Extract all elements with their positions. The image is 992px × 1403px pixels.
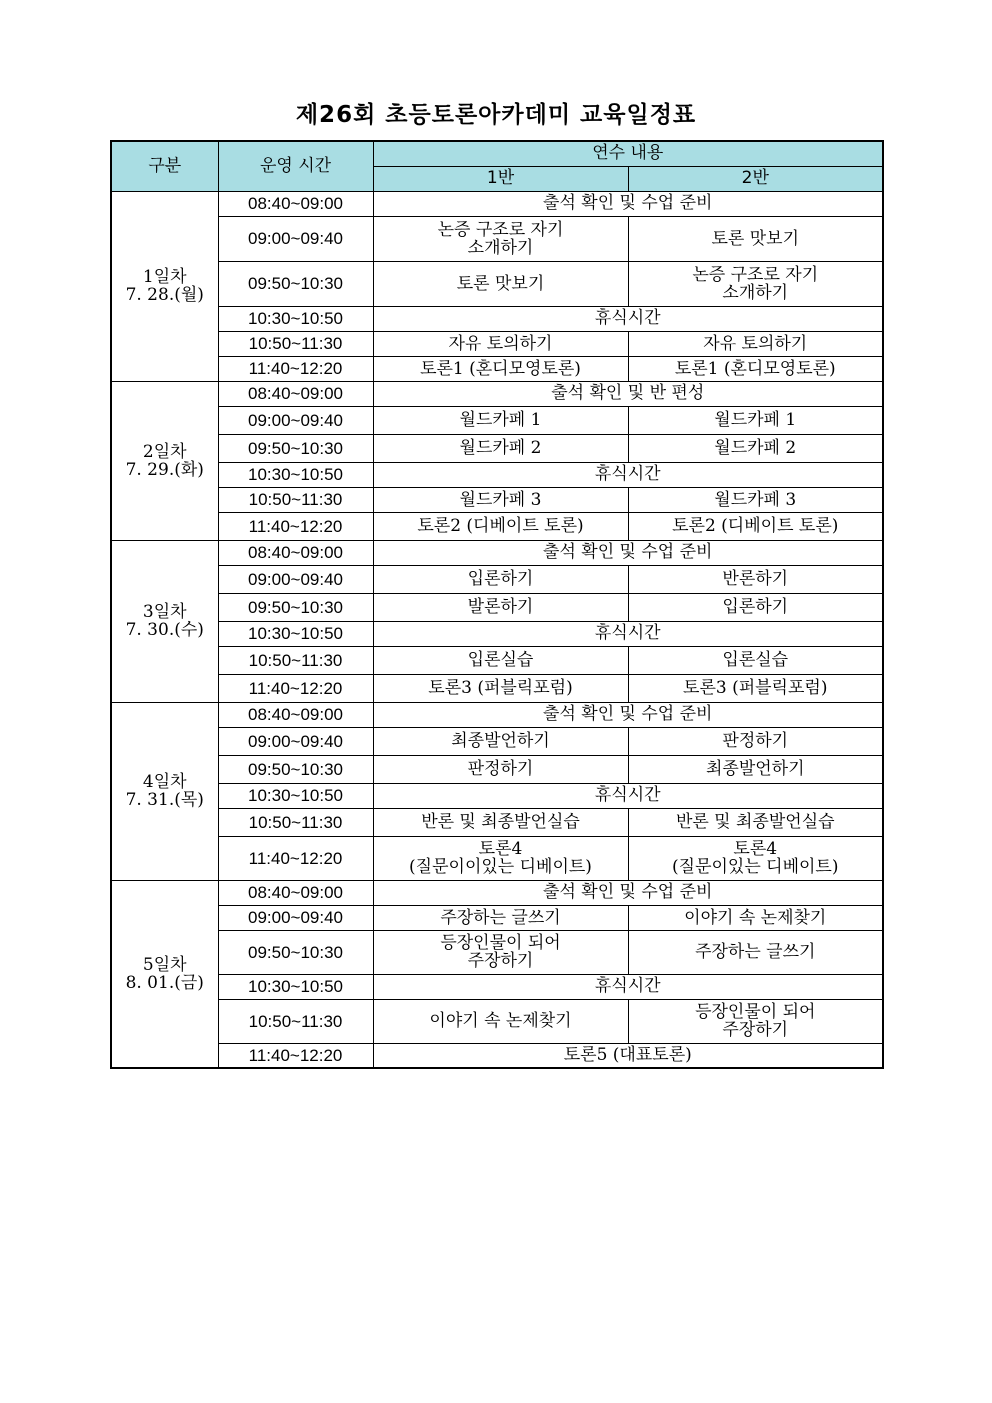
merged-content-cell: 출석 확인 및 수업 준비 xyxy=(373,191,883,216)
class2-content-text: 판정하기 xyxy=(722,731,789,751)
class1-content-text: 월드카페 3 xyxy=(459,489,542,510)
class1-content-text: 토론3 (퍼블릭포럼) xyxy=(428,678,573,698)
class1-content-cell xyxy=(373,999,628,1043)
day-label: 4일차 xyxy=(142,772,187,792)
day-date: 7. 29.(화) xyxy=(125,459,204,480)
schedule-row xyxy=(111,755,883,783)
class1-content-cell xyxy=(373,261,628,306)
merged-content-cell: 휴식시간 xyxy=(373,621,883,646)
class1-content-cell xyxy=(373,434,628,462)
class2-content-text: 토론3 (퍼블릭포럼) xyxy=(683,678,828,698)
class2-content-cell xyxy=(628,487,883,512)
schedule-row xyxy=(111,783,883,808)
merged-content-cell: 휴식시간 xyxy=(373,462,883,487)
class2-content-text: 최종발언하기 xyxy=(705,759,805,779)
time-cell: 09:00~09:40 xyxy=(218,406,373,434)
time-cell: 09:50~10:30 xyxy=(218,755,373,783)
time-cell: 10:30~10:50 xyxy=(218,783,373,808)
class1-content-text: 주장하는 글쓰기 xyxy=(440,907,561,928)
class1-content-cell xyxy=(373,674,628,702)
class2-content-cell xyxy=(628,674,883,702)
schedule-row xyxy=(111,880,883,905)
class1-content-cell xyxy=(373,487,628,512)
class2-content-text: 토론1 (혼디모영토론) xyxy=(674,358,836,379)
time-cell: 11:40~12:20 xyxy=(218,512,373,540)
day-date: 7. 31.(목) xyxy=(125,790,204,810)
class1-content-text: 입론실습 xyxy=(467,650,534,670)
schedule-row xyxy=(111,565,883,593)
class1-content-cell xyxy=(373,905,628,930)
time-cell: 11:40~12:20 xyxy=(218,674,373,702)
class2-content-cell xyxy=(628,755,883,783)
class1-content-text: 발론하기 xyxy=(467,597,534,617)
class2-content-cell xyxy=(628,434,883,462)
merged-content-cell: 휴식시간 xyxy=(373,974,883,999)
day-label: 3일차 xyxy=(142,602,187,622)
schedule-row xyxy=(111,540,883,565)
merged-content-cell: 출석 확인 및 수업 준비 xyxy=(373,540,883,565)
class1-content-cell xyxy=(373,512,628,540)
schedule-row xyxy=(111,702,883,727)
time-cell: 10:30~10:50 xyxy=(218,621,373,646)
class1-content-cell xyxy=(373,593,628,621)
day-label: 5일차 xyxy=(142,954,187,975)
time-cell: 09:00~09:40 xyxy=(218,565,373,593)
class2-content-text: 반론 및 최종발언실습 xyxy=(675,812,835,832)
class2-content-cell xyxy=(628,593,883,621)
class2-content-text: 월드카페 3 xyxy=(714,489,797,510)
day-cell xyxy=(111,381,218,540)
schedule-row xyxy=(111,331,883,356)
class2-content-cell xyxy=(628,356,883,381)
merged-content-cell: 휴식시간 xyxy=(373,306,883,331)
time-cell: 09:00~09:40 xyxy=(218,216,373,261)
day-date: 7. 28.(월) xyxy=(125,285,204,305)
class2-content-cell xyxy=(628,727,883,755)
class2-content-text: 주장하는 글쓰기 xyxy=(695,942,816,962)
class1-content-cell xyxy=(373,836,628,880)
time-cell: 09:50~10:30 xyxy=(218,434,373,462)
class2-content-text: 토론 맛보기 xyxy=(711,228,799,249)
day-cell xyxy=(111,540,218,702)
class2-content-text: 등장인물이 되어 주장하기 xyxy=(695,1002,816,1040)
time-cell: 10:30~10:50 xyxy=(218,462,373,487)
merged-content-cell: 출석 확인 및 수업 준비 xyxy=(373,880,883,905)
class1-content-cell xyxy=(373,331,628,356)
time-cell: 09:50~10:30 xyxy=(218,930,373,974)
time-cell: 10:50~11:30 xyxy=(218,646,373,674)
class1-content-cell xyxy=(373,406,628,434)
class1-content-text: 논증 구조로 자기 소개하기 xyxy=(437,219,564,258)
class2-content-cell xyxy=(628,512,883,540)
class2-content-text: 월드카페 2 xyxy=(714,438,797,458)
time-cell: 10:30~10:50 xyxy=(218,306,373,331)
time-cell: 10:50~11:30 xyxy=(218,331,373,356)
class2-content-cell xyxy=(628,261,883,306)
class2-content-cell xyxy=(628,406,883,434)
schedule-row xyxy=(111,905,883,930)
class2-content-cell xyxy=(628,216,883,261)
header-class2: 2반 xyxy=(628,166,883,191)
class2-content-text: 반론하기 xyxy=(722,569,789,589)
class2-content-text: 월드카페 1 xyxy=(714,410,797,430)
time-cell: 11:40~12:20 xyxy=(218,356,373,381)
class1-content-cell xyxy=(373,755,628,783)
class1-content-text: 월드카페 2 xyxy=(459,438,542,458)
time-cell: 09:50~10:30 xyxy=(218,593,373,621)
merged-content-cell: 토론5 (대표토론) xyxy=(373,1043,883,1068)
time-cell: 10:50~11:30 xyxy=(218,487,373,512)
class1-content-text: 토론4 (질문이이있는 디베이트) xyxy=(409,839,592,877)
time-cell: 10:30~10:50 xyxy=(218,974,373,999)
schedule-row xyxy=(111,462,883,487)
schedule-row xyxy=(111,836,883,880)
schedule-row xyxy=(111,974,883,999)
class2-content-text: 입론하기 xyxy=(722,597,789,617)
day-label: 2일차 xyxy=(142,441,187,462)
schedule-row xyxy=(111,261,883,306)
class1-content-text: 자유 토의하기 xyxy=(448,333,553,354)
class1-content-text: 이야기 속 논제찾기 xyxy=(429,1011,572,1031)
class1-content-cell xyxy=(373,808,628,836)
schedule-row xyxy=(111,381,883,406)
schedule-row xyxy=(111,512,883,540)
class2-content-text: 이야기 속 논제찾기 xyxy=(684,907,827,928)
class2-content-text: 토론2 (디베이트 토론) xyxy=(672,516,839,536)
class1-content-cell xyxy=(373,930,628,974)
time-cell: 10:50~11:30 xyxy=(218,808,373,836)
time-cell: 08:40~09:00 xyxy=(218,381,373,406)
schedule-row xyxy=(111,593,883,621)
day-cell xyxy=(111,191,218,381)
schedule-row xyxy=(111,434,883,462)
schedule-row xyxy=(111,216,883,261)
schedule-row xyxy=(111,646,883,674)
day-cell xyxy=(111,880,218,1068)
time-cell: 11:40~12:20 xyxy=(218,1043,373,1068)
class2-content-text: 토론4 (질문이있는 디베이트) xyxy=(672,839,839,877)
schedule-row xyxy=(111,1043,883,1068)
merged-content-cell: 출석 확인 및 수업 준비 xyxy=(373,702,883,727)
header-class1: 1반 xyxy=(373,166,628,191)
day-date: 7. 30.(수) xyxy=(125,620,204,640)
day-label: 1일차 xyxy=(142,267,187,287)
time-cell: 10:50~11:30 xyxy=(218,999,373,1043)
schedule-row xyxy=(111,808,883,836)
class1-content-cell xyxy=(373,356,628,381)
time-cell: 11:40~12:20 xyxy=(218,836,373,880)
schedule-row xyxy=(111,356,883,381)
class2-content-text: 자유 토의하기 xyxy=(703,333,808,354)
class2-content-cell xyxy=(628,646,883,674)
schedule-row xyxy=(111,487,883,512)
header-category: 구분 xyxy=(111,141,218,191)
day-cell xyxy=(111,702,218,880)
header-time: 운영 시간 xyxy=(218,141,373,191)
class1-content-cell xyxy=(373,565,628,593)
class2-content-cell xyxy=(628,808,883,836)
schedule-row xyxy=(111,674,883,702)
class2-content-text: 논증 구조로 자기 소개하기 xyxy=(692,264,819,303)
schedule-row xyxy=(111,727,883,755)
class2-content-cell xyxy=(628,565,883,593)
class1-content-text: 월드카페 1 xyxy=(459,410,542,430)
schedule-row xyxy=(111,999,883,1043)
schedule-row xyxy=(111,930,883,974)
class2-content-cell xyxy=(628,930,883,974)
day-date: 8. 01.(금) xyxy=(125,972,204,993)
class1-content-cell xyxy=(373,727,628,755)
time-cell: 09:00~09:40 xyxy=(218,727,373,755)
class2-content-text: 입론실습 xyxy=(722,650,789,670)
class2-content-cell xyxy=(628,905,883,930)
class1-content-text: 최종발언하기 xyxy=(451,731,550,751)
merged-content-cell: 출석 확인 및 반 편성 xyxy=(373,381,883,406)
class1-content-cell xyxy=(373,216,628,261)
schedule-row xyxy=(111,191,883,216)
time-cell: 09:50~10:30 xyxy=(218,261,373,306)
class2-content-cell xyxy=(628,836,883,880)
time-cell: 08:40~09:00 xyxy=(218,540,373,565)
header-content: 연수 내용 xyxy=(373,141,883,166)
class2-content-cell xyxy=(628,331,883,356)
class1-content-text: 판정하기 xyxy=(467,759,534,779)
time-cell: 08:40~09:00 xyxy=(218,191,373,216)
schedule-row xyxy=(111,621,883,646)
merged-content-cell: 휴식시간 xyxy=(373,783,883,808)
class1-content-text: 반론 및 최종발언실습 xyxy=(421,812,580,832)
class1-content-cell xyxy=(373,646,628,674)
class2-content-cell xyxy=(628,999,883,1043)
schedule-row xyxy=(111,306,883,331)
time-cell: 08:40~09:00 xyxy=(218,702,373,727)
class1-content-text: 토론1 (혼디모영토론) xyxy=(420,358,581,379)
class1-content-text: 입론하기 xyxy=(467,569,534,589)
class1-content-text: 등장인물이 되어 주장하기 xyxy=(440,933,561,971)
time-cell: 08:40~09:00 xyxy=(218,880,373,905)
schedule-row xyxy=(111,406,883,434)
schedule-table xyxy=(110,140,884,1069)
page-title: 제26회 초등토론아카데미 교육일정표 xyxy=(295,102,697,128)
time-cell: 09:00~09:40 xyxy=(218,905,373,930)
class1-content-text: 토론2 (디베이트 토론) xyxy=(417,516,584,536)
class1-content-text: 토론 맛보기 xyxy=(456,273,545,294)
